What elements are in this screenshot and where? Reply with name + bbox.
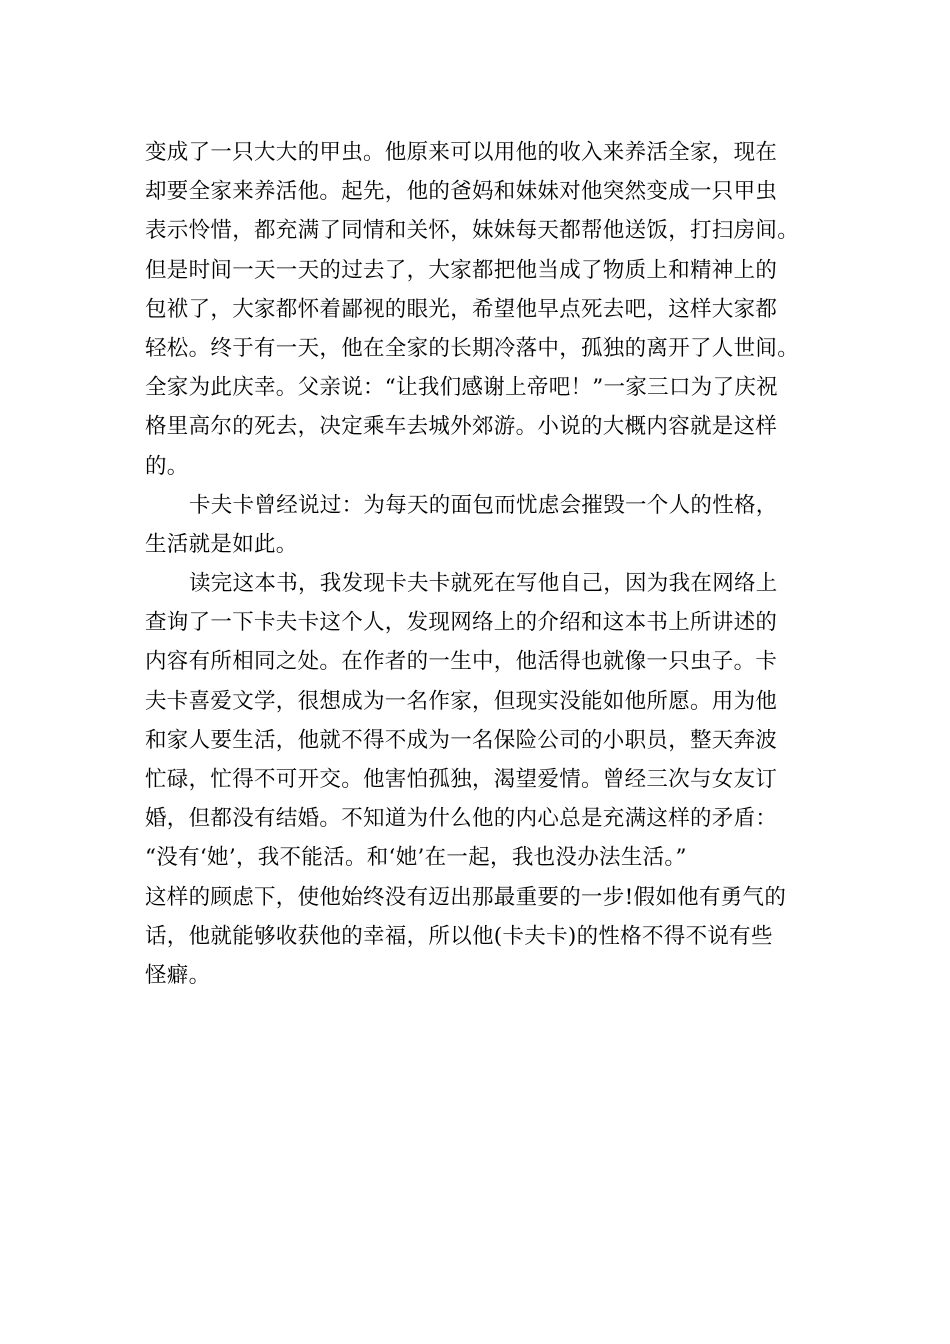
document-body (145, 133, 817, 995)
text-line: 和家人要生活，他就不得不成为一名保险公司的小职员，整天奔波 (145, 727, 778, 753)
text-line: 全家为此庆幸。父亲说：“让我们感谢上帝吧！”一家三口为了庆祝 (145, 375, 778, 401)
text-line: 却要全家来养活他。起先，他的爸妈和妹妹对他突然变成一只甲虫 (145, 179, 778, 205)
text-line: 包袱了，大家都怀着鄙视的眼光，希望他早点死去吧，这样大家都 (145, 296, 778, 322)
paragraph-2 (145, 486, 817, 564)
text-line: 查询了一下卡夫卡这个人，发现网络上的介绍和这本书上所讲述的 (145, 610, 778, 636)
text-line: 读完这本书，我发现卡夫卡就死在写他自己，因为我在网络上 (189, 571, 778, 597)
text-line: 话，他就能够收获他的幸福，所以他(卡夫卡)的性格不得不说有些 (145, 923, 773, 949)
text-line: 但是时间一天一天的过去了，大家都把他当成了物质上和精神上的 (145, 257, 778, 283)
text-line: 卡夫卡曾经说过：为每天的面包而忧虑会摧毁一个人的性格， (189, 492, 778, 518)
text-line: 表示怜惜，都充满了同情和关怀，妹妹每天都帮他送饭，打扫房间。 (145, 218, 800, 244)
text-line: 夫卡喜爱文学，很想成为一名作家，但现实没能如他所愿。用为他 (145, 688, 778, 714)
text-line: 内容有所相同之处。在作者的一生中，他活得也就像一只虫子。卡 (145, 649, 778, 675)
text-line: 格里高尔的死去，决定乘车去城外郊游。小说的大概内容就是这样 (145, 414, 778, 440)
text-line: 轻松。终于有一天，他在全家的长期冷落中，孤独的离开了人世间。 (145, 335, 800, 361)
text-line: 生活就是如此。 (145, 531, 298, 557)
text-line: 怪癖。 (145, 962, 211, 988)
text-line: 这样的顾虑下，使他始终没有迈出那最重要的一步!假如他有勇气的 (145, 884, 787, 910)
paragraph-3 (145, 564, 817, 995)
text-line: 变成了一只大大的甲虫。他原来可以用他的收入来养活全家，现在 (145, 140, 778, 165)
text-line: “没有‘她’，我不能活。和‘她’在一起，我也没办法生活。” (145, 845, 687, 871)
text-line: 的。 (145, 453, 189, 479)
paragraph-1 (145, 133, 817, 486)
text-line: 忙碌，忙得不可开交。他害怕孤独，渴望爱情。曾经三次与女友订 (145, 767, 778, 792)
text-line: 婚，但都没有结婚。不知道为什么他的内心总是充满这样的矛盾： (145, 806, 778, 832)
